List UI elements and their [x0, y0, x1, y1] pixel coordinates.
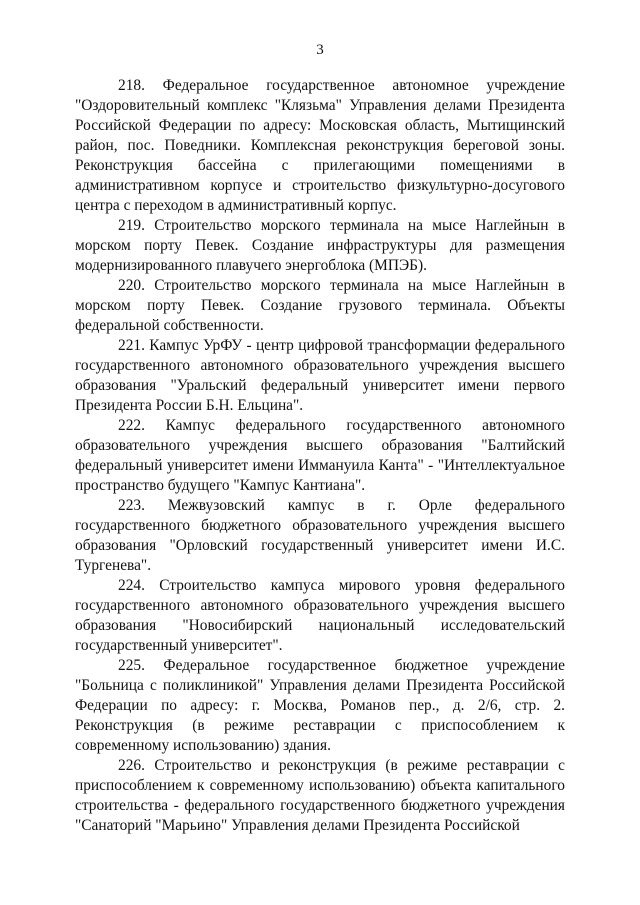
list-item-224: 224. Строительство кампуса мирового уровня федерального государственного автономного образовательного учреждения высшего образования "Новосибирский национальный исследовательский государственный университет".: [75, 577, 565, 654]
list-item-226: 226. Строительство и реконструкция (в режиме реставрации с приспособлением к современному использованию) объекта капитального строительства - федерального государственного бюджетного учреждения "Санаторий "Марьино" Управления делами Президента Российской: [75, 757, 565, 834]
list-item-223: 223. Межвузовский кампус в г. Орле федерального государственного бюджетного образовательного учреждения высшего образования "Орловский государственный университет имени И.С. Тургенева".: [75, 497, 565, 574]
list-item-218: 218. Федеральное государственное автономное учреждение "Оздоровительный комплекс "Клязьма" Управления делами Президента Российской Федерации по адресу: Московская область, Мытищинский район, пос. Поведники. Комплексная реконструкция береговой зоны. Реконструкция бассейна с прилегающими помещениями в административном корпусе и строительство физкультурно-досугового центра с переходом в административный корпус.: [75, 77, 565, 214]
list-item-221: 221. Кампус УрФУ - центр цифровой трансформации федерального государственного автономного образовательного учреждения высшего образования "Уральский федеральный университет имени первого Президента России Б.Н. Ельцина".: [75, 337, 565, 414]
list-item-220: 220. Строительство морского терминала на мысе Наглейнын в морском порту Певек. Создание грузового терминала. Объекты федеральной собственности.: [75, 277, 565, 334]
list-item-219: 219. Строительство морского терминала на мысе Наглейнын в морском порту Певек. Создание инфраструктуры для размещения модернизированного плавучего энергоблока (МПЭБ).: [75, 217, 565, 274]
document-body: [75, 76, 565, 836]
list-item-222: 222. Кампус федерального государственного автономного образовательного учреждения высшего образования "Балтийский федеральный университет имени Иммануила Канта" - "Интеллектуальное пространство будущего "Кампус Кантиана".: [75, 417, 565, 494]
list-item-225: 225. Федеральное государственное бюджетное учреждение "Больница с поликлиникой" Управления делами Президента Российской Федерации по адресу: г. Москва, Романов пер., д. 2/6, стр. 2. Реконструкция (в режиме реставрации с приспособлением к современному использованию) здания.: [75, 657, 565, 754]
page-number: 3: [316, 42, 324, 58]
